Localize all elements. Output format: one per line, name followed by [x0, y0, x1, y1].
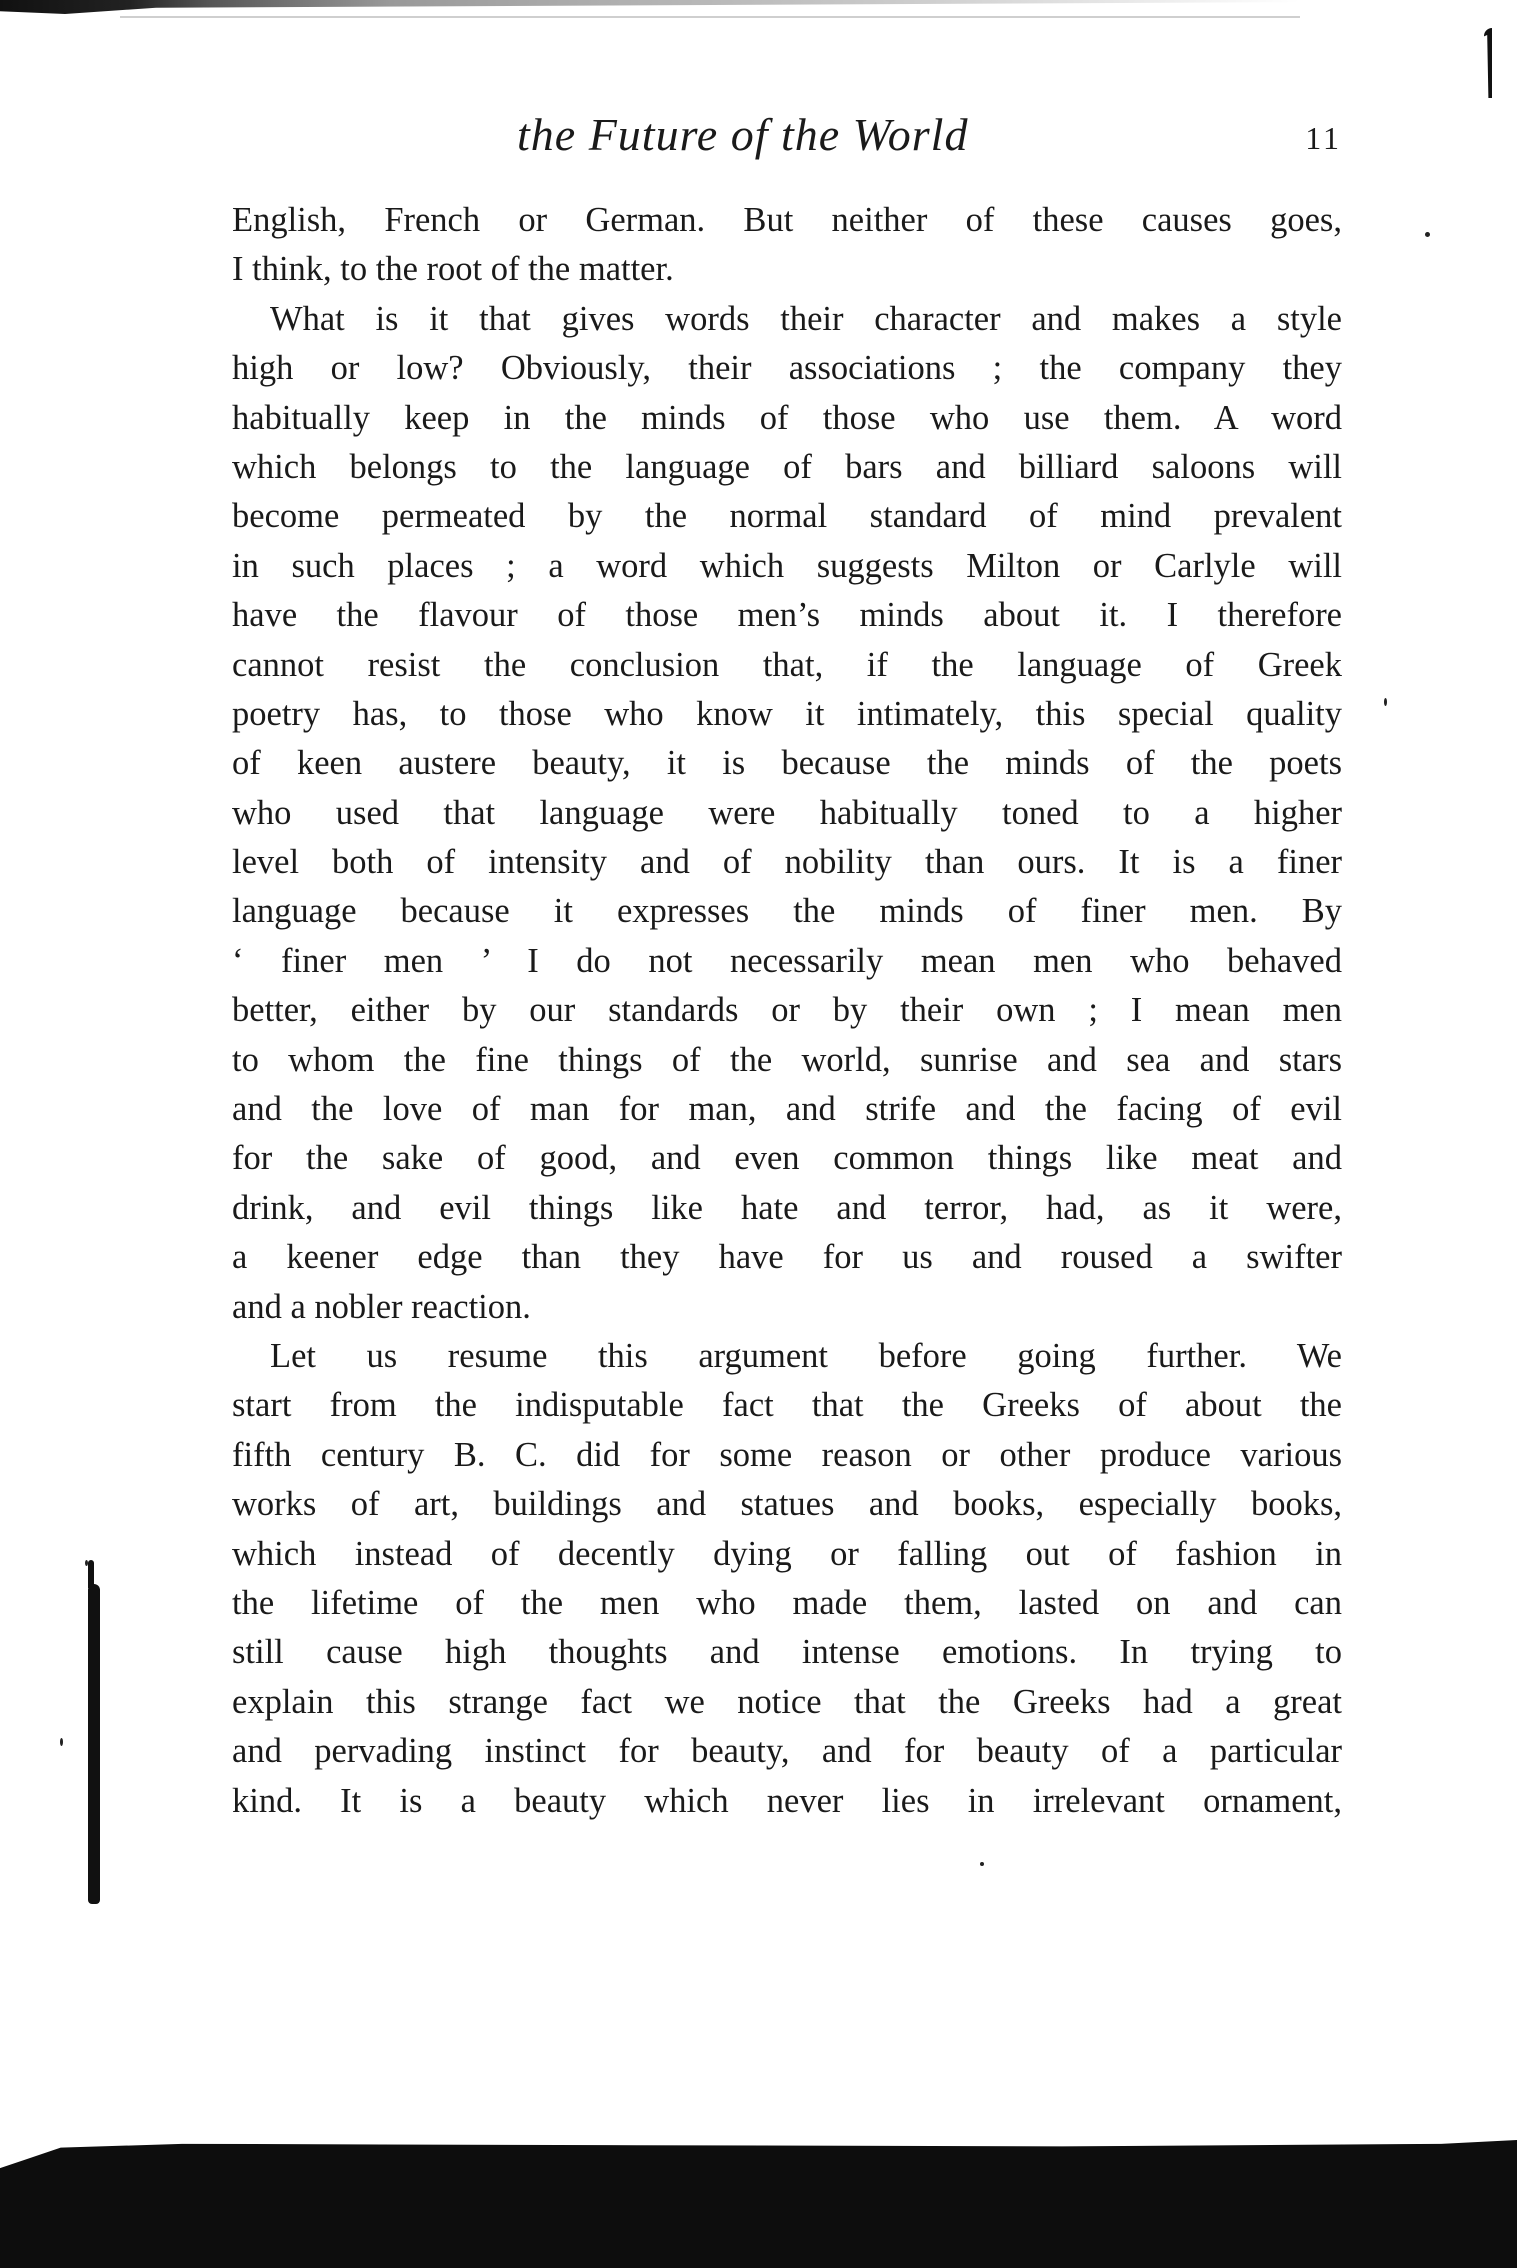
running-title: the Future of the World	[517, 109, 969, 160]
text-line: Let us resume this argument before going further. We	[270, 1336, 1342, 1375]
text-line: kind. It is a beauty which never lies in irrelevant ornament,	[232, 1781, 1342, 1820]
scan-edge-line	[120, 16, 1300, 18]
scan-speck	[1384, 698, 1387, 706]
scan-speck	[980, 1862, 984, 1866]
text-line: level both of intensity and of nobility than ours. It is a finer	[232, 843, 1342, 882]
text-line: and the love of man for man, and strife and the facing of evil	[232, 1090, 1342, 1129]
text-line: and a nobler reaction.	[232, 1287, 531, 1326]
text-line: become permeated by the normal standard of mind prevalent	[232, 497, 1342, 536]
text-line: English, French or German. But neither of these causes goes,	[232, 201, 1342, 239]
text-line: for the sake of good, and even common things like meat and	[232, 1139, 1342, 1178]
text-line: high or low? Obviously, their associations ; the company they	[232, 349, 1342, 388]
text-line: still cause high thoughts and intense emotions. In trying to	[232, 1633, 1342, 1672]
text-line: the lifetime of the men who made them, lasted on and can	[232, 1583, 1342, 1622]
scan-speck	[85, 1560, 88, 1566]
scan-speck	[60, 1738, 63, 1746]
body-text	[232, 196, 1342, 1826]
text-line: to whom the fine things of the world, sunrise and sea and stars	[232, 1040, 1342, 1079]
text-line: ‘ finer men ’ I do not necessarily mean men who behaved	[232, 941, 1342, 980]
text-line: which instead of decently dying or falling out of fashion in	[232, 1534, 1342, 1573]
scan-shadow-bottom	[0, 2140, 1517, 2268]
scan-corner-mark	[1484, 28, 1492, 98]
text-line: cannot resist the conclusion that, if the language of Greek	[232, 645, 1342, 684]
text-line: who used that language were habitually toned to a higher	[232, 793, 1342, 832]
scan-shadow-top	[0, 0, 1300, 14]
text-line: fifth century B. C. did for some reason or other produce various	[232, 1435, 1342, 1474]
text-line: What is it that gives words their character and makes a style	[270, 299, 1342, 338]
text-line: have the flavour of those men’s minds about it. I therefore	[232, 596, 1342, 635]
text-line: drink, and evil things like hate and terror, had, as it were,	[232, 1188, 1342, 1227]
text-line: explain this strange fact we notice that the Greeks had a great	[232, 1682, 1342, 1721]
text-line: language because it expresses the minds of finer men. By	[232, 892, 1342, 931]
text-line: I think, to the root of the matter.	[232, 250, 674, 289]
text-line: better, either by our standards or by their own ; I mean men	[232, 991, 1342, 1030]
scan-binding-mark	[88, 1584, 100, 1904]
text-line: poetry has, to those who know it intimately, this special quality	[232, 694, 1342, 733]
running-header	[232, 108, 1342, 168]
text-line: in such places ; a word which suggests Milton or Carlyle will	[232, 546, 1342, 585]
text-line: habitually keep in the minds of those who use them. A word	[232, 398, 1342, 437]
scan-speck	[1425, 232, 1430, 237]
text-line: a keener edge than they have for us and roused a swifter	[232, 1238, 1342, 1277]
text-line: and pervading instinct for beauty, and for beauty of a particular	[232, 1732, 1342, 1771]
text-line: which belongs to the language of bars and billiard saloons will	[232, 447, 1342, 486]
text-line: start from the indisputable fact that the Greeks of about the	[232, 1386, 1342, 1425]
text-line: works of art, buildings and statues and books, especially books,	[232, 1485, 1342, 1524]
page-number: 11	[1305, 120, 1342, 156]
text-line: of keen austere beauty, it is because the minds of the poets	[232, 744, 1342, 783]
